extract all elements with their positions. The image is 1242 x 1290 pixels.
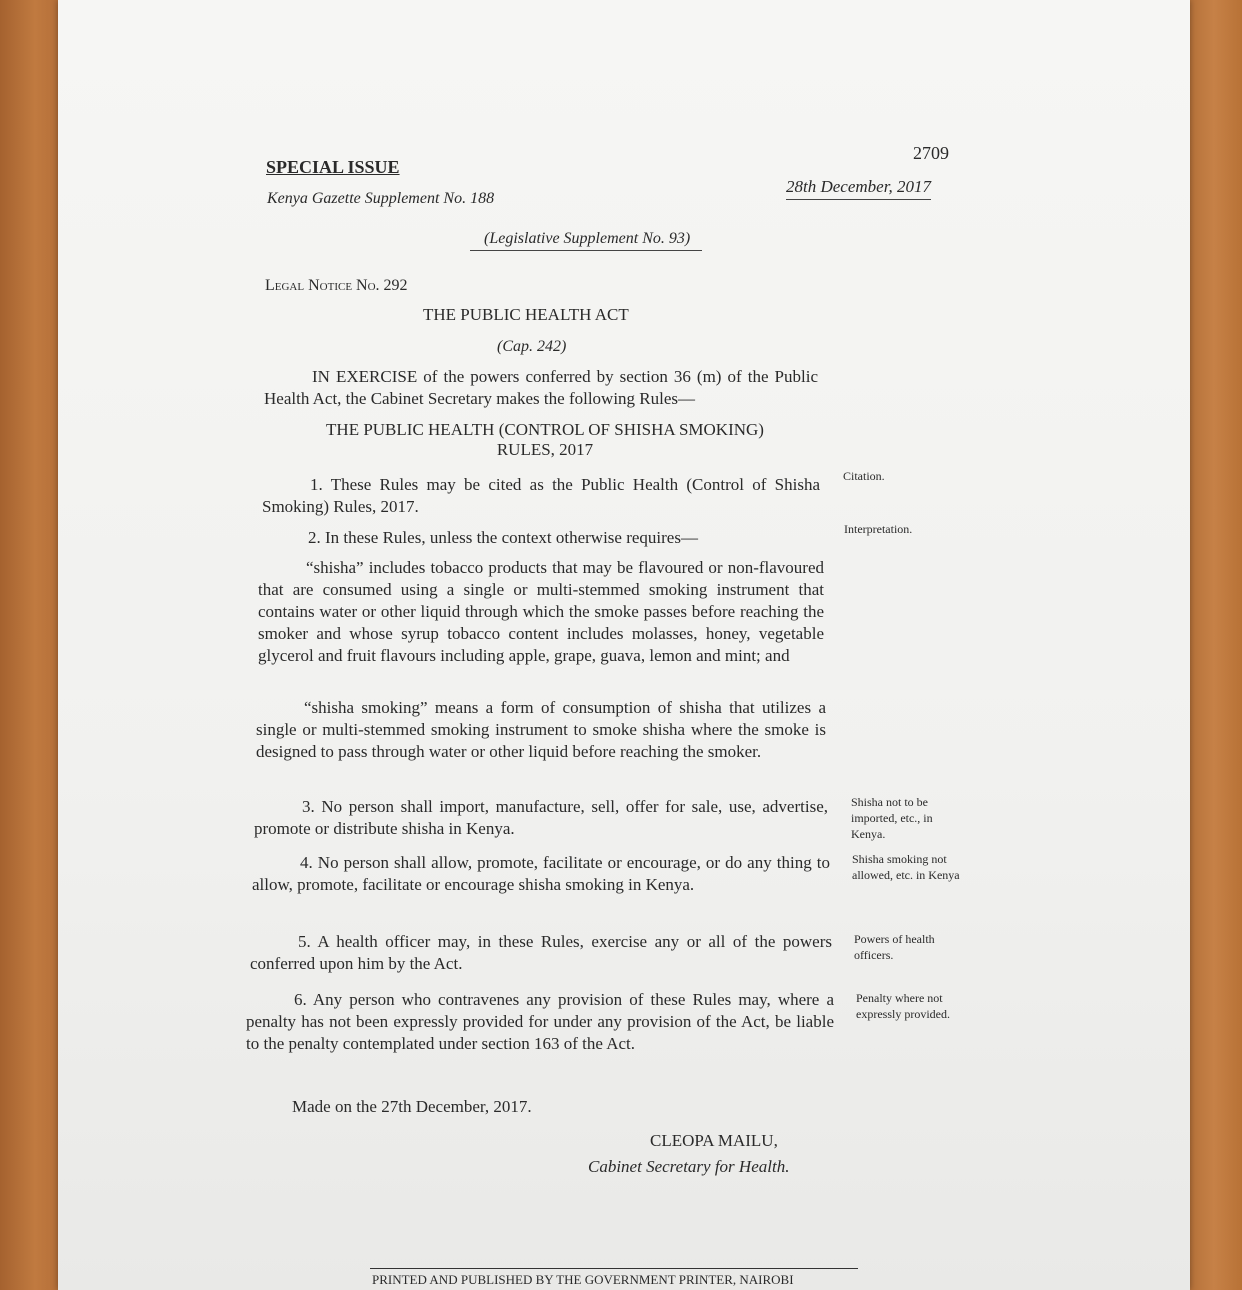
definition-shisha-text: “shisha” includes tobacco products that may be flavoured or non-flavoured that are consumed using a single or multi-stemmed smoking instrument that contains water or other liquid through which the smoke passes before reaching the smoker and whose syrup tobacco content includes molasses, honey, vegetable glycerol and fruit flavours including apple, grape, guava, lemon and mint; and	[258, 558, 824, 665]
margin-note-rule-5: Powers of health officers.	[854, 932, 935, 962]
cap-number: (Cap. 242)	[497, 338, 567, 355]
signatory-name: CLEOPA MAILU,	[650, 1131, 778, 1150]
definition-shisha-smoking	[256, 697, 826, 763]
rules-title	[290, 420, 800, 460]
rule-5-text: 5. A health officer may, in these Rules, exercise any or all of the powers conferred upon him by the Act.	[250, 932, 832, 973]
special-issue-heading: SPECIAL ISSUE	[266, 157, 400, 177]
issue-date: 28th December, 2017	[786, 177, 931, 200]
rule-2-text: 2. In these Rules, unless the context otherwise requires—	[308, 528, 698, 547]
margin-note-citation: Citation.	[843, 469, 885, 483]
margin-note-rule-3: Shisha not to be imported, etc., in Kenya.	[851, 795, 933, 841]
signatory-title: Cabinet Secretary for Health.	[588, 1157, 790, 1176]
rule-3	[254, 796, 828, 840]
rule-6-text: 6. Any person who contravenes any provision of these Rules may, where a penalty has not been expressly provided for under any provision of the Act, be liable to the penalty contemplated under section 163 of the Act.	[246, 990, 834, 1053]
preamble	[264, 366, 818, 410]
legal-notice-label: Legal Notice No.	[265, 277, 380, 294]
legislative-supplement: (Legislative Supplement No. 93)	[470, 230, 702, 251]
definition-shisha	[258, 557, 824, 667]
rule-6	[246, 989, 834, 1055]
preamble-text: IN EXERCISE of the powers conferred by section 36 (m) of the Public Health Act, the Cabinet Secretary makes the following Rules—	[264, 367, 818, 408]
footer-rule	[370, 1268, 858, 1269]
printer-footer: PRINTED AND PUBLISHED BY THE GOVERNMENT PRINTER, NAIROBI	[372, 1272, 794, 1287]
rules-title-line2: RULES, 2017	[496, 440, 594, 459]
made-on-date: Made on the 27th December, 2017.	[292, 1097, 532, 1116]
rule-3-text: 3. No person shall import, manufacture, sell, offer for sale, use, advertise, promote or distribute shisha in Kenya.	[254, 797, 828, 838]
rule-5	[250, 931, 832, 975]
rule-1	[262, 474, 820, 518]
legal-notice	[265, 277, 408, 295]
rule-2	[260, 527, 822, 549]
rule-4	[252, 852, 830, 896]
legal-notice-number: 292	[383, 277, 408, 294]
definition-shisha-smoking-text: “shisha smoking” means a form of consumption of shisha that utilizes a single or multi-stemmed smoking instrument to smoke shisha where the smoke is designed to pass through water or other liquid before reaching the smoker.	[256, 698, 826, 761]
rules-title-line1: THE PUBLIC HEALTH (CONTROL OF SHISHA SMOKING)	[326, 420, 764, 439]
rule-1-text: 1. These Rules may be cited as the Public Health (Control of Shisha Smoking) Rules, 2017.	[262, 475, 820, 516]
supplement-number: Kenya Gazette Supplement No. 188	[267, 190, 495, 207]
rule-4-text: 4. No person shall allow, promote, facilitate or encourage, or do any thing to allow, promote, facilitate or encourage shisha smoking in Kenya.	[252, 853, 830, 894]
margin-note-interpretation: Interpretation.	[844, 522, 913, 536]
margin-note-rule-4: Shisha smoking not allowed, etc. in Kenya	[852, 852, 960, 882]
page-number: 2709	[913, 143, 949, 163]
act-title: THE PUBLIC HEALTH ACT	[423, 305, 629, 324]
margin-note-rule-6: Penalty where not expressly provided.	[856, 991, 950, 1021]
